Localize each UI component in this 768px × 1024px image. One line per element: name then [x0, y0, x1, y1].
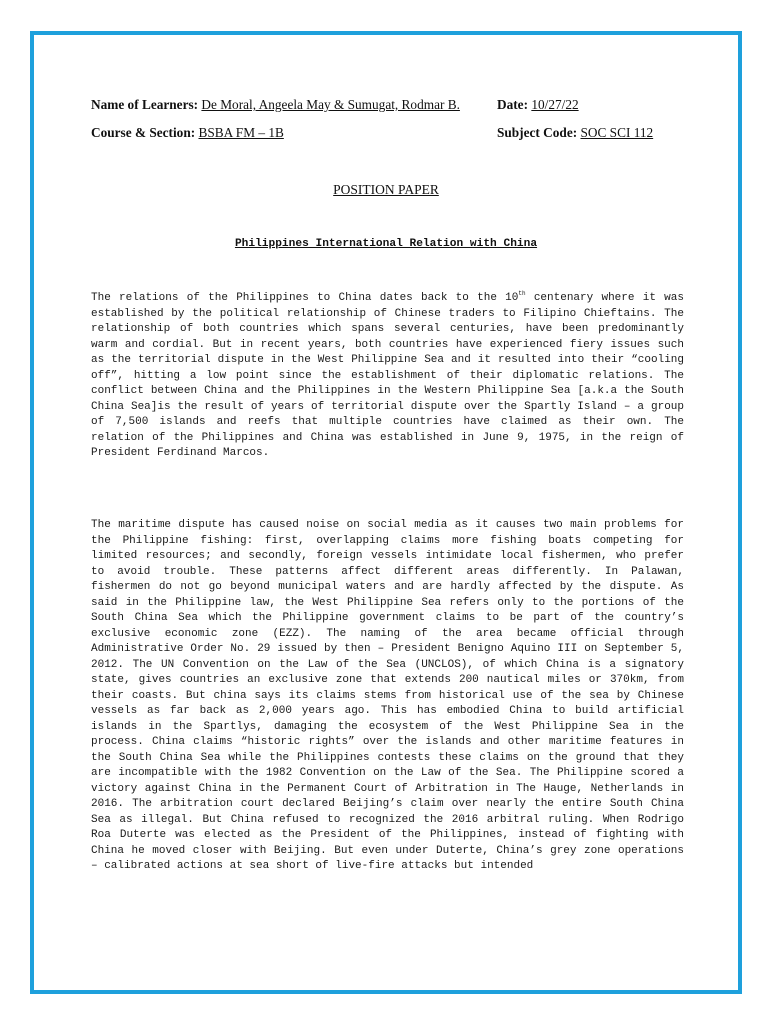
- paragraph-2: The maritime dispute has caused noise on social media as it causes two main problems for the Philippine fishing: first, overlapping claims more fishing boats competing for limited resources; and secondly, foreign vessels intimidate local fishermen, who prefer to avoid trouble. These patterns affect different areas differently. In Palawan, fishermen do not go beyond municipal waters and are hardly affected by the dispute. As said in the Philippine law, the West Philippine Sea refers only to the portions of the South China Sea which the Philippine government claims to be part of the country’s exclusive economic zone (EZZ). The naming of the area became official through Administrative Order No. 29 issued by then – President Benigno Aquino III on September 5, 2012. The UN Convention on the Law of the Sea (UNCLOS), of which China is a signatory state, gives countries an exclusive zone that extends 200 nautical miles or 370km, from their coasts. But china says its claims stems from historical use of the sea by Chinese vessels as far back as 2,000 years ago. This has embodied China to build artificial islands in the Spartlys, damaging the ecosystem of the West Philippine Sea in the process. China claims “historic rights” over the islands and other maritime features in the South China Sea while the Philippines contests these claims on the ground that they are incompatible with the 1982 Convention on the Law of the Sea. The Philippine scored a victory against China in the Permanent Court of Arbitration in The Hauge, Netherlands in 2016. The arbitration court declared Beijing’s claim over nearly the entire South China Sea as illegal. But China refused to recognized the 2016 arbitral ruling. When Rodrigo Roa Duterte was elected as the President of the Philippines, instead of fighting with China he moved closer with Beijing. But even under Duterte, China’s grey zone operations – calibrated actions at sea short of live-fire attacks but intended: [91, 519, 684, 872]
- date-field: [497, 97, 579, 113]
- date-label: Date:: [497, 97, 529, 112]
- course-label: Course & Section:: [91, 125, 196, 140]
- course-field: [91, 125, 284, 141]
- paragraph-1-superscript: th: [518, 290, 526, 297]
- page-frame: [30, 31, 742, 994]
- subject-value: SOC SCI 112: [580, 125, 654, 140]
- course-value: BSBA FM – 1B: [198, 125, 284, 140]
- document-title: POSITION PAPER: [333, 182, 439, 197]
- paragraph-1-text-b: centenary where it was established by the political relationship of Chinese traders to Filipino Chieftains. The relationship of both countries which spans several centuries, have been predominantly warm and cordial. But in recent years, both countries have experienced fiery issues such as the territorial dispute in the West Philippine Sea and it resulted into their “cooling off”, hitting a low point since the establishment of their diplomatic relations. The conflict between China and the Philippines in the Western Philippine Sea [a.k.a the South China Sea]is the result of years of territorial dispute over the Spartly Island – a group of 7,500 islands and reefs that multiple countries have claimed as their own. The relation of the Philippines and China was established in June 9, 1975, in the reign of President Ferdinand Marcos.: [91, 292, 684, 459]
- learners-field: [91, 97, 460, 113]
- subject-label: Subject Code:: [497, 125, 578, 140]
- learners-value: De Moral, Angeela May & Sumugat, Rodmar B.: [201, 97, 460, 112]
- paragraph-1: [91, 291, 684, 462]
- document-subtitle: Philippines International Relation with China: [234, 238, 538, 250]
- subject-field: [497, 125, 653, 141]
- date-value: 10/27/22: [531, 97, 579, 112]
- paragraph-1-text-a: The relations of the Philippines to China dates back to the 10: [91, 292, 519, 304]
- learners-label: Name of Learners:: [91, 97, 199, 112]
